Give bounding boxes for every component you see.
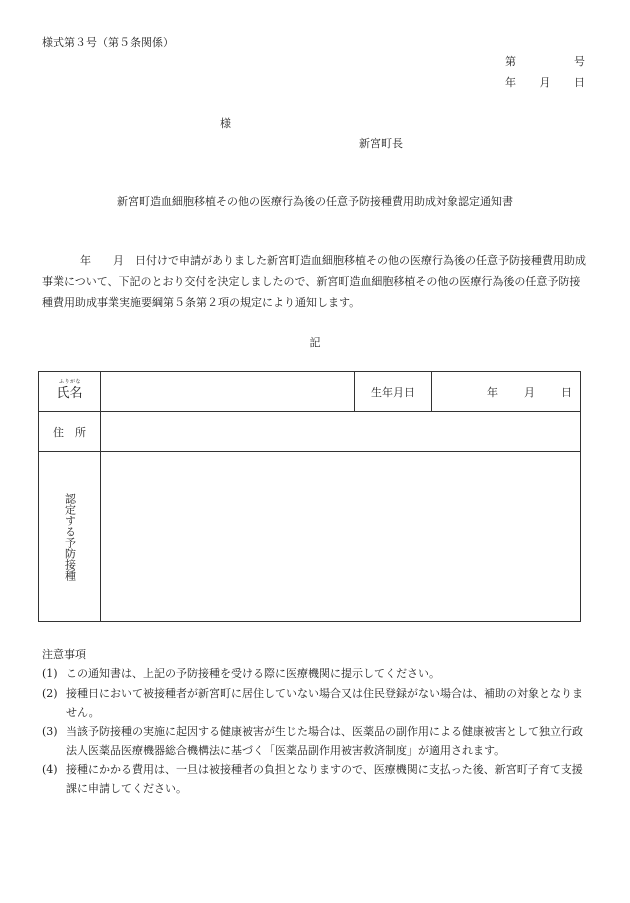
dob-field[interactable]	[432, 372, 581, 412]
furigana-label: ふりがな	[59, 379, 82, 385]
date-year: 年	[505, 76, 516, 89]
note-item	[42, 664, 590, 683]
date-month: 月	[539, 76, 551, 89]
body-text: 年 月 日付けで申請がありました新宮町造血細胞移植その他の医療行為後の任意予防接種費用助成事業について、下記のとおり交付を決定しましたので、新宮町造血細胞移植その他の医療行為後の任意予防接種費用助成事業実施要綱第５条第２項の規定により通知します。	[42, 254, 586, 309]
table-row-vaccination	[39, 452, 581, 622]
note-text: 当該予防接種の実施に起因する健康被害が生じた場合は、医薬品の副作用による健康被害として独立行政法人医薬品医療機器総合機構法に基づく「医薬品副作用被害救済制度」が適用されます。	[66, 725, 583, 757]
table-row-address	[39, 412, 581, 452]
name-label: 氏名	[56, 386, 83, 401]
table-row-name	[39, 372, 581, 412]
note-text: 接種にかかる費用は、一旦は被接種者の負担となりますので、医療機関に支払った後、新宮町子育て支援課に申請してください。	[66, 763, 583, 795]
ki-heading: 記	[309, 336, 321, 349]
note-mark: (3)	[42, 725, 58, 738]
vaccination-field[interactable]	[101, 452, 581, 622]
vaccination-label: 認定する予防接種	[63, 492, 77, 581]
date-day: 日	[574, 76, 585, 89]
note-mark: (2)	[42, 687, 58, 700]
name-label-cell	[39, 372, 101, 412]
document-number	[505, 53, 585, 69]
dob-month: 月	[524, 385, 535, 399]
note-mark: (4)	[42, 763, 58, 776]
document-title: 新宮町造血細胞移植その他の医療行為後の任意予防接種費用助成対象認定通知書	[117, 195, 513, 208]
form-number: 様式第３号（第５条関係）	[42, 36, 174, 49]
address-label: 住 所	[39, 412, 101, 452]
dob-label: 生年月日	[355, 372, 432, 412]
dob-day: 日	[561, 385, 572, 399]
address-field[interactable]	[101, 412, 581, 452]
number-prefix: 第	[505, 55, 516, 68]
note-item	[42, 684, 590, 722]
name-field[interactable]	[101, 372, 355, 412]
vaccination-label-cell	[39, 452, 101, 622]
dob-year: 年	[487, 385, 498, 399]
note-item	[42, 760, 590, 798]
certification-table	[38, 371, 581, 622]
issue-date	[505, 74, 585, 90]
note-mark: (1)	[42, 667, 58, 680]
number-suffix: 号	[574, 55, 585, 68]
addressee-suffix: 様	[220, 117, 231, 130]
issuer: 新宮町長	[359, 137, 403, 150]
note-text: この通知書は、上記の予防接種を受ける際に医療機関に提示してください。	[66, 667, 440, 680]
note-text: 接種日において被接種者が新宮町に居住していない場合又は住民登録がない場合は、補助の対象となりません。	[66, 687, 583, 719]
note-item	[42, 722, 590, 760]
notes-title: 注意事項	[42, 648, 86, 661]
